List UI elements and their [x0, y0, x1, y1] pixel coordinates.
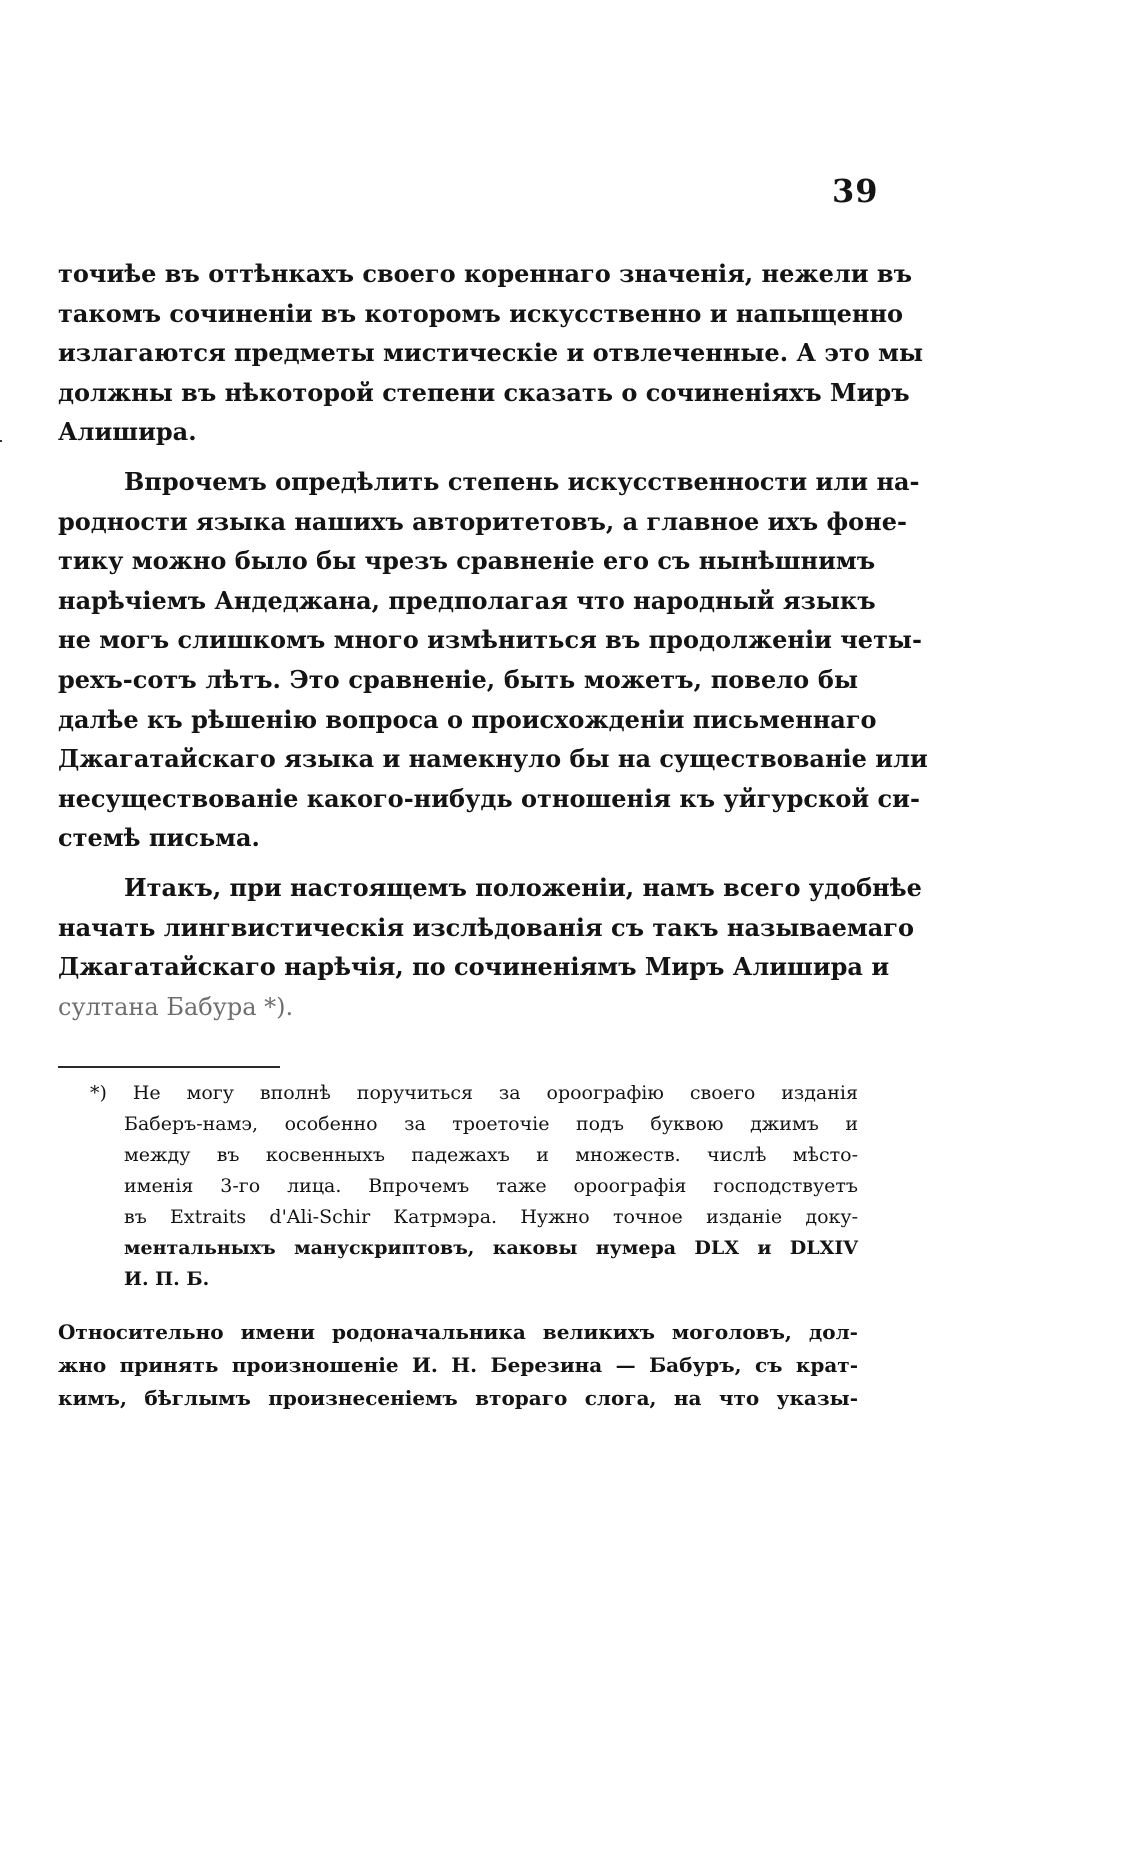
margin-dot — [0, 440, 2, 442]
body-line: такомъ сочиненіи въ которомъ искусственно и напыщенно — [58, 299, 904, 328]
page-number: 39 — [832, 172, 879, 210]
body-line: Джагатайскаго языка и намекнуло бы на существованіе или — [58, 744, 928, 773]
footnote-line: Баберъ-намэ, особенно за троеточіе подъ буквою джимъ и — [124, 1113, 858, 1135]
body-line: несуществованіе какого-нибудь отношенія къ уйгурской си- — [58, 784, 920, 813]
body-line: Впрочемъ опредѣлить степень искусственности или на- — [124, 467, 920, 496]
body-line: Алишира. — [58, 417, 197, 446]
body-line: не могъ слишкомъ много измѣниться въ продолженіи четы- — [58, 625, 922, 654]
body-line: стемѣ письма. — [58, 823, 260, 852]
body-line: точиѣе въ оттѣнкахъ своего кореннаго значенія, нежели въ — [58, 259, 913, 288]
body-line: родности языка нашихъ авторитетовъ, а главное ихъ фоне- — [58, 507, 907, 536]
body-line: рехъ-сотъ лѣтъ. Это сравненіе, быть можетъ, повело бы — [58, 665, 858, 694]
body-line: тику можно было бы чрезъ сравненіе его съ нынѣшнимъ — [58, 546, 876, 575]
body-line: султана Бабура *). — [58, 993, 294, 1021]
body-line: начать лингвистическія изслѣдованія съ такъ называемаго — [58, 913, 915, 942]
footnote-line: И. П. Б. — [124, 1268, 210, 1290]
footnote-line: въ Extraits d'Ali-Schir Катрмэра. Нужно точное изданіе доку- — [124, 1206, 858, 1228]
body-line: Джагатайскаго нарѣчія, по сочиненіямъ Миръ Алишира и — [58, 952, 890, 981]
body-line: Итакъ, при настоящемъ положеніи, намъ всего удобнѣе — [124, 873, 922, 902]
body-line: нарѣчіемъ Андеджана, предполагая что народный языкъ — [58, 586, 876, 615]
footnote-line: *) Не могу вполнѣ поручиться за ороографію своего изданія — [90, 1082, 858, 1104]
footnote-rule — [58, 1066, 280, 1068]
note-line: жно принять произношеніе И. Н. Березина — Бабуръ, съ крат- — [58, 1353, 858, 1377]
note-line: кимъ, бѣглымъ произнесеніемъ втораго слога, на что указы- — [58, 1386, 858, 1410]
body-line: далѣе къ рѣшенію вопроса о происхожденіи письменнаго — [58, 705, 877, 734]
note-line: Относительно имени родоначальника великихъ моголовъ, дол- — [58, 1320, 858, 1344]
footnote-line: ментальныхъ манускриптовъ, каковы нумера DLX и DLXIV — [124, 1237, 858, 1259]
footnote-line: именія 3-го лица. Впрочемъ таже ороографія господствуетъ — [124, 1175, 858, 1197]
body-line: должны въ нѣкоторой степени сказать о сочиненіяхъ Миръ — [58, 378, 910, 407]
footnote-line: между въ косвенныхъ падежахъ и множеств. числѣ мѣсто- — [124, 1144, 858, 1166]
body-line: излагаются предметы мистическіе и отвлеченные. А это мы — [58, 338, 924, 367]
